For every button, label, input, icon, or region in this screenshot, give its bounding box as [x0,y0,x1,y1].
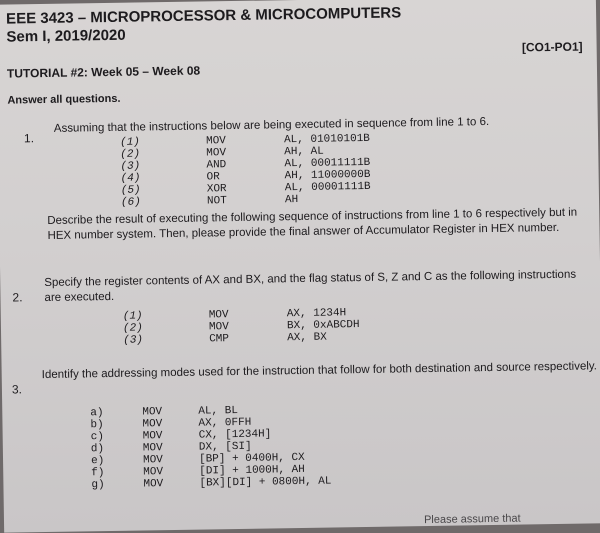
list-item: c) MOV CX, [1234H] [90,428,272,444]
outcome-code: [CO1-PO1] [521,39,583,55]
q1-code-block [116,133,377,209]
q2-number: 2. [12,290,23,305]
table-row: (6) NOT AH [120,194,299,209]
cutoff-note: Please assume that [423,512,521,527]
tutorial-heading: TUTORIAL #2: Week 05 – Week 08 [6,63,201,81]
table-row: (3) AND AL, 00011111B [120,156,371,173]
instructions-note: Answer all questions. [7,92,121,107]
q2-code-block [119,307,366,347]
q2-text: Specify the register contents of AX and BX, and the flag status of S, Z and C as the following instructions are executed. [44,268,577,305]
list-item: b) MOV AX, 0FFH [90,416,252,432]
table-row: (5) XOR AL, 00001111B [120,180,371,197]
table-row: (2) MOV AH, AL [120,145,324,161]
q1-followup: Describe the result of executing the following sequence of instructions from line 1 to 6 respectively but in HEX number system. Then, please provide the final answer of Accumulator Register in HEX number. [47,206,578,242]
q1-text: Assuming that the instructions below are being executed in sequence from line 1 to 6. [53,116,490,135]
list-item: e) MOV [BP] + 0400H, CX [90,451,305,468]
list-item: a) MOV AL, BL [90,404,239,420]
table-row: (3) CMP AX, BX [123,331,327,347]
table-row: (2) MOV BX, 0xABCDH [122,319,360,335]
q1-number: 1. [23,131,35,146]
q3-text: Identify the addressing modes used for the instruction that follow for both destination and source respectively. [41,360,598,382]
q3-item-list [90,403,337,491]
list-item: g) MOV [BX][DI] + 0800H, AL [91,475,332,492]
course-title: EEE 3423 – MICROPROCESSOR & MICROCOMPUTERS [5,4,402,28]
q2-instruction-table [119,307,366,347]
table-row: (4) OR AH, 11000000B [120,168,371,185]
semester: Sem I, 2019/2020 [6,26,126,46]
list-item: d) MOV DX, [SI] [90,440,252,456]
q1-instruction-table [116,133,377,209]
table-row: (1) MOV AX, 1234H [122,307,347,323]
list-item: f) MOV [DI] + 1000H, AH [91,463,305,480]
q3-number: 3. [11,382,23,397]
table-row: (1) MOV AL, 01010101B [119,132,370,149]
